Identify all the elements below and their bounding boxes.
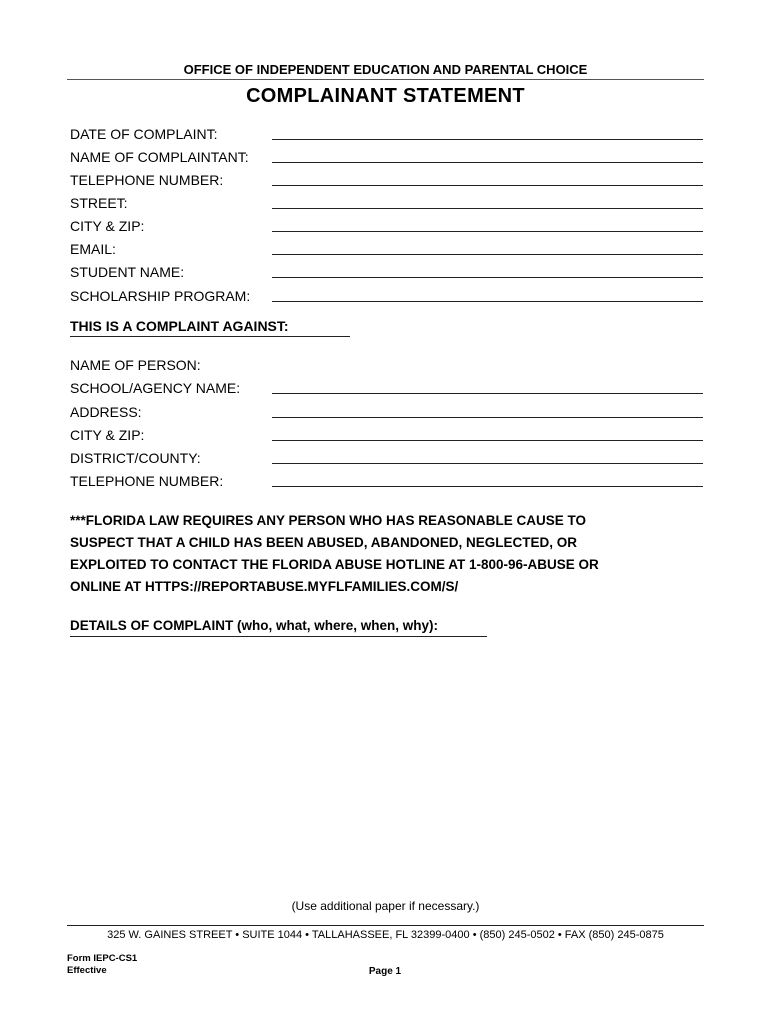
form-identifier xyxy=(67,953,137,977)
field-label: STREET: xyxy=(70,195,128,211)
additional-paper-note: (Use additional paper if necessary.) xyxy=(291,899,480,913)
city-zip-line[interactable] xyxy=(272,219,703,232)
field-label: EMAIL: xyxy=(70,241,116,257)
field-name-of-person xyxy=(70,350,703,373)
notice-line: EXPLOITED TO CONTACT THE FLORIDA ABUSE HOTLINE AT 1-800-96-ABUSE OR xyxy=(70,557,599,572)
field-telephone-number xyxy=(70,165,703,188)
form-effective: Effective xyxy=(67,965,107,976)
field-date-of-complaint xyxy=(70,119,703,142)
field-label: NAME OF COMPLAINTANT: xyxy=(70,149,249,165)
against-heading: THIS IS A COMPLAINT AGAINST: xyxy=(70,318,350,337)
field-label: NAME OF PERSON: xyxy=(70,357,201,373)
office-address: 325 W. GAINES STREET • SUITE 1044 • TALLAHASSEE, FL 32399-0400 • (850) 245-0502 • FAX (850) 245-0875 xyxy=(107,929,664,941)
office-heading: OFFICE OF INDEPENDENT EDUCATION AND PARENTAL CHOICE xyxy=(67,62,704,80)
scholarship-program-line[interactable] xyxy=(272,289,703,302)
form-number: Form IEPC-CS1 xyxy=(67,953,138,964)
field-city-zip xyxy=(70,211,703,234)
field-district-county xyxy=(70,443,703,466)
details-heading xyxy=(70,618,487,637)
field-street xyxy=(70,188,703,211)
field-label: DATE OF COMPLAINT: xyxy=(70,126,218,142)
field-label: CITY & ZIP: xyxy=(70,427,145,443)
field-address xyxy=(70,397,703,420)
field-school-agency-name xyxy=(70,373,703,396)
abuse-hotline-notice xyxy=(70,510,700,598)
school-agency-line[interactable] xyxy=(272,381,703,394)
field-label: TELEPHONE NUMBER: xyxy=(70,473,224,489)
district-county-line[interactable] xyxy=(272,451,703,464)
email-line[interactable] xyxy=(272,242,703,255)
footer-divider xyxy=(67,925,704,926)
student-name-line[interactable] xyxy=(272,265,703,278)
field-against-telephone xyxy=(70,466,703,489)
against-telephone-line[interactable] xyxy=(272,474,703,487)
form-title: COMPLAINANT STATEMENT xyxy=(246,85,525,107)
notice-line: ONLINE AT HTTPS://REPORTABUSE.MYFLFAMILIES.COM/S/ xyxy=(70,579,459,594)
field-label: TELEPHONE NUMBER: xyxy=(70,172,224,188)
field-name-of-complainant xyxy=(70,142,703,165)
field-label: CITY & ZIP: xyxy=(70,218,145,234)
field-against-city-zip xyxy=(70,420,703,443)
address-line[interactable] xyxy=(272,405,703,418)
field-label: SCHOOL/AGENCY NAME: xyxy=(70,380,241,396)
date-of-complaint-line[interactable] xyxy=(272,127,703,140)
field-email xyxy=(70,234,703,257)
notice-line: ***FLORIDA LAW REQUIRES ANY PERSON WHO HAS REASONABLE CAUSE TO xyxy=(70,513,587,528)
name-of-person-area[interactable] xyxy=(272,359,703,371)
against-city-zip-line[interactable] xyxy=(272,428,703,441)
street-line[interactable] xyxy=(272,196,703,209)
details-heading-rest: (who, what, where, when, why): xyxy=(233,618,439,633)
field-student-name xyxy=(70,257,703,280)
complainant-telephone-line[interactable] xyxy=(272,173,703,186)
notice-line: SUSPECT THAT A CHILD HAS BEEN ABUSED, ABANDONED, NEGLECTED, OR xyxy=(70,535,578,550)
page-number: Page 1 xyxy=(368,966,402,977)
complainant-name-line[interactable] xyxy=(272,150,703,163)
field-label: DISTRICT/COUNTY: xyxy=(70,450,201,466)
details-heading-bold: DETAILS OF COMPLAINT xyxy=(70,618,234,633)
field-label: STUDENT NAME: xyxy=(70,264,185,280)
field-label: SCHOLARSHIP PROGRAM: xyxy=(70,288,251,304)
field-label: ADDRESS: xyxy=(70,404,142,420)
field-scholarship-program xyxy=(70,281,703,304)
